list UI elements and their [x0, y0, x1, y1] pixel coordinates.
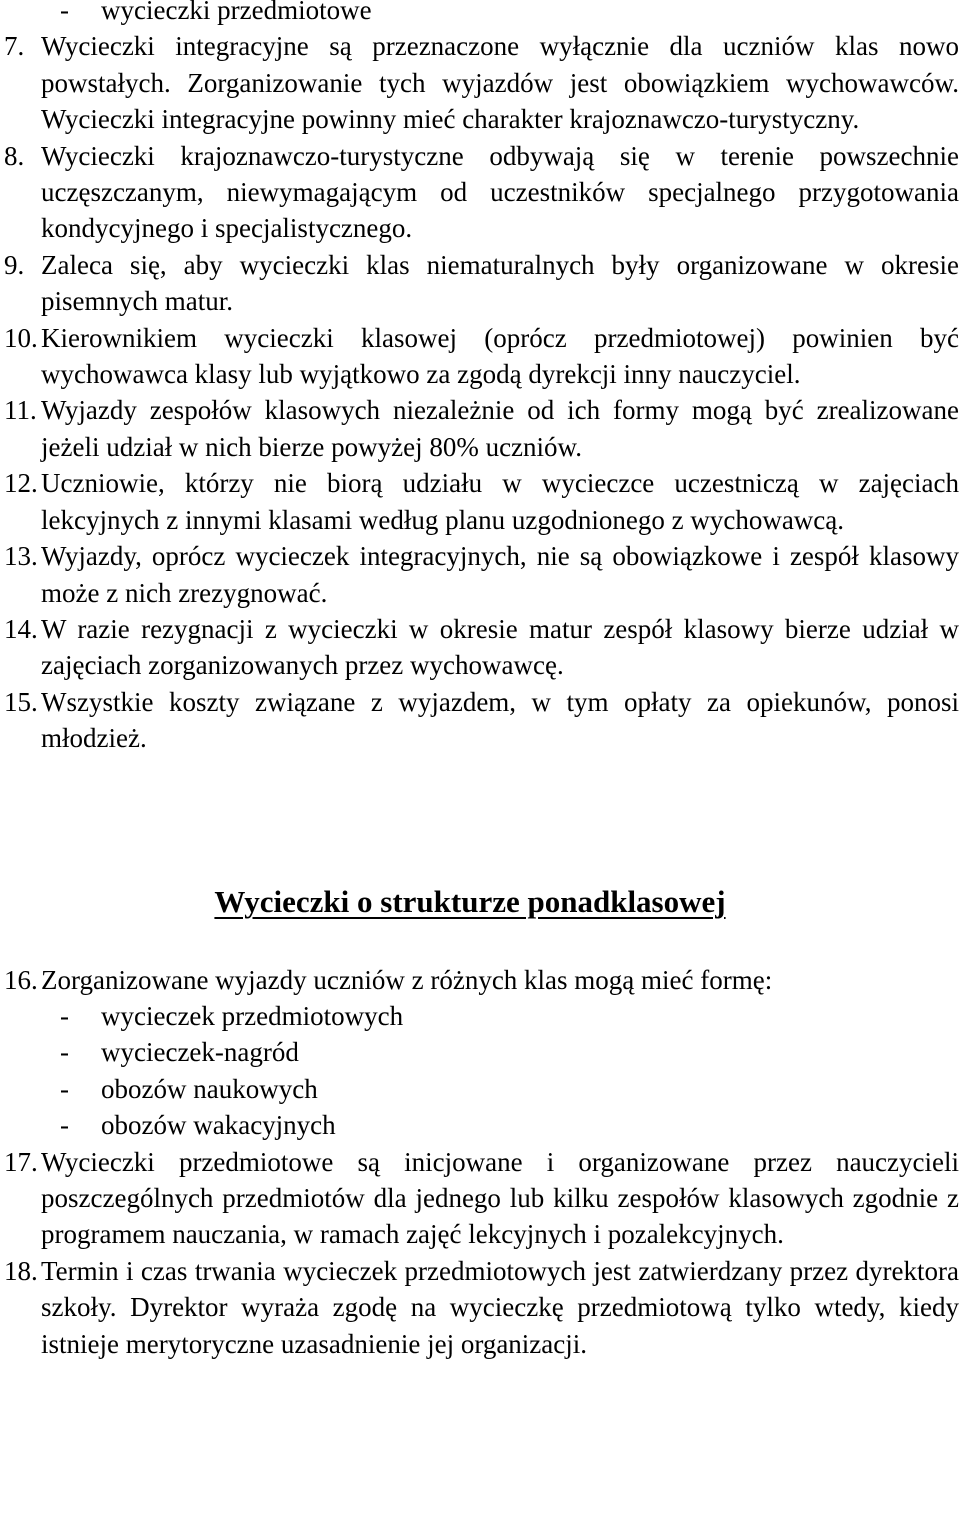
item-text: Zaleca się, aby wycieczki klas niematuralnych były organizowane w okresie pisemnych matur. — [41, 249, 959, 317]
list-item — [0, 320, 959, 393]
list-item — [0, 538, 959, 611]
sub-list-item-text: obozów wakacyjnych — [101, 1110, 336, 1141]
list-item — [0, 0, 960, 28]
item-text: Wyjazdy zespołów klasowych niezależnie od ich formy mogą być zrealizowane jeżeli udział w nich bierze powyżej 80% uczniów. — [41, 395, 959, 462]
item-text: Wycieczki przedmiotowe są inicjowane i organizowane przez nauczycieli poszczególnych przedmiotów dla jednego lub kilku zespołów klasowych zgodnie z programem nauczania, w ramach zajęć lekcyjnych i pozalekcyjnych. — [41, 1146, 959, 1250]
list-item — [0, 1253, 959, 1362]
item-number: 10. — [4, 322, 38, 353]
dash-bullet: - — [60, 1110, 69, 1141]
sub-list-item — [0, 1071, 960, 1107]
item-text: Uczniowie, którzy nie biorą udziału w wycieczce uczestniczą w zajęciach lekcyjnych z innymi klasami według planu uzgodnionego z wychowawcą. — [41, 468, 959, 535]
sub-list-item-text: obozów naukowych — [101, 1073, 318, 1104]
item-number: 17. — [4, 1146, 38, 1177]
item-text: Wycieczki integracyjne są przeznaczone wyłącznie dla uczniów klas nowo powstałych. Zorganizowanie tych wyjazdów jest obowiązkiem wychowawców. Wycieczki integracyjne powinny mieć charakter krajoznawczo-turystyczny. — [41, 31, 959, 135]
item-number: 12. — [4, 468, 38, 499]
list-item — [0, 465, 959, 538]
item-text: Wszystkie koszty związane z wyjazdem, w tym opłaty za opiekunów, ponosi młodzież. — [41, 686, 959, 754]
list-item-text: wycieczki przedmiotowe — [101, 0, 372, 25]
item-text: Wycieczki krajoznawczo-turystyczne odbywają się w terenie powszechnie uczęszczanym, niewymagającym od uczestników specjalnego przygotowania kondycyjnego i specjalistycznego. — [41, 140, 959, 244]
list-item — [0, 962, 959, 998]
dash-bullet: - — [60, 1000, 69, 1031]
item-number: 18. — [4, 1255, 38, 1286]
sub-list-item — [0, 998, 960, 1034]
item-text: Termin i czas trwania wycieczek przedmiotowych jest zatwierdzany przez dyrektora szkoły. Dyrektor wyraża zgodę na wycieczkę przedmiotową tylko wtedy, kiedy istnieje merytoryczne uzasadnienie jej organizacji. — [41, 1255, 959, 1359]
sub-list-item-text: wycieczek przedmiotowych — [101, 1000, 404, 1031]
list-item — [0, 392, 959, 465]
sub-list-item — [0, 1034, 960, 1070]
item-number: 14. — [4, 613, 38, 644]
item-number: 13. — [4, 541, 38, 572]
item-number: 7. — [4, 31, 25, 62]
item-number: 11. — [4, 395, 37, 426]
list-item — [0, 611, 959, 684]
item-text: Wyjazdy, oprócz wycieczek integracyjnych, nie są obowiązkowe i zespół klasowy może z nich zrezygnować. — [41, 541, 959, 608]
item-number: 9. — [4, 249, 25, 280]
item-number: 15. — [4, 686, 38, 717]
list-item — [0, 684, 959, 757]
sub-list-item — [0, 1107, 960, 1143]
sub-list-item-text: wycieczek-nagród — [101, 1037, 299, 1068]
list-item — [0, 28, 959, 137]
list-item — [0, 247, 959, 320]
dash-bullet: - — [60, 0, 69, 25]
item-text: Kierownikiem wycieczki klasowej (oprócz przedmiotowej) powinien być wychowawca klasy lub wyjątkowo za zgodą dyrekcji inny nauczyciel. — [41, 322, 959, 390]
dash-bullet: - — [60, 1037, 69, 1068]
dash-bullet: - — [60, 1073, 69, 1104]
item-number: 16. — [4, 964, 38, 995]
item-number: 8. — [4, 140, 25, 171]
section-heading: Wycieczki o strukturze ponadklasowej — [214, 883, 726, 919]
item-text: W razie rezygnacji z wycieczki w okresie matur zespół klasowy bierze udział w zajęciach zorganizowanych przez wychowawcę. — [41, 613, 959, 681]
list-item — [0, 1144, 959, 1253]
list-item — [0, 138, 959, 247]
item-text: Zorganizowane wyjazdy uczniów z różnych klas mogą mieć formę: — [41, 964, 773, 995]
